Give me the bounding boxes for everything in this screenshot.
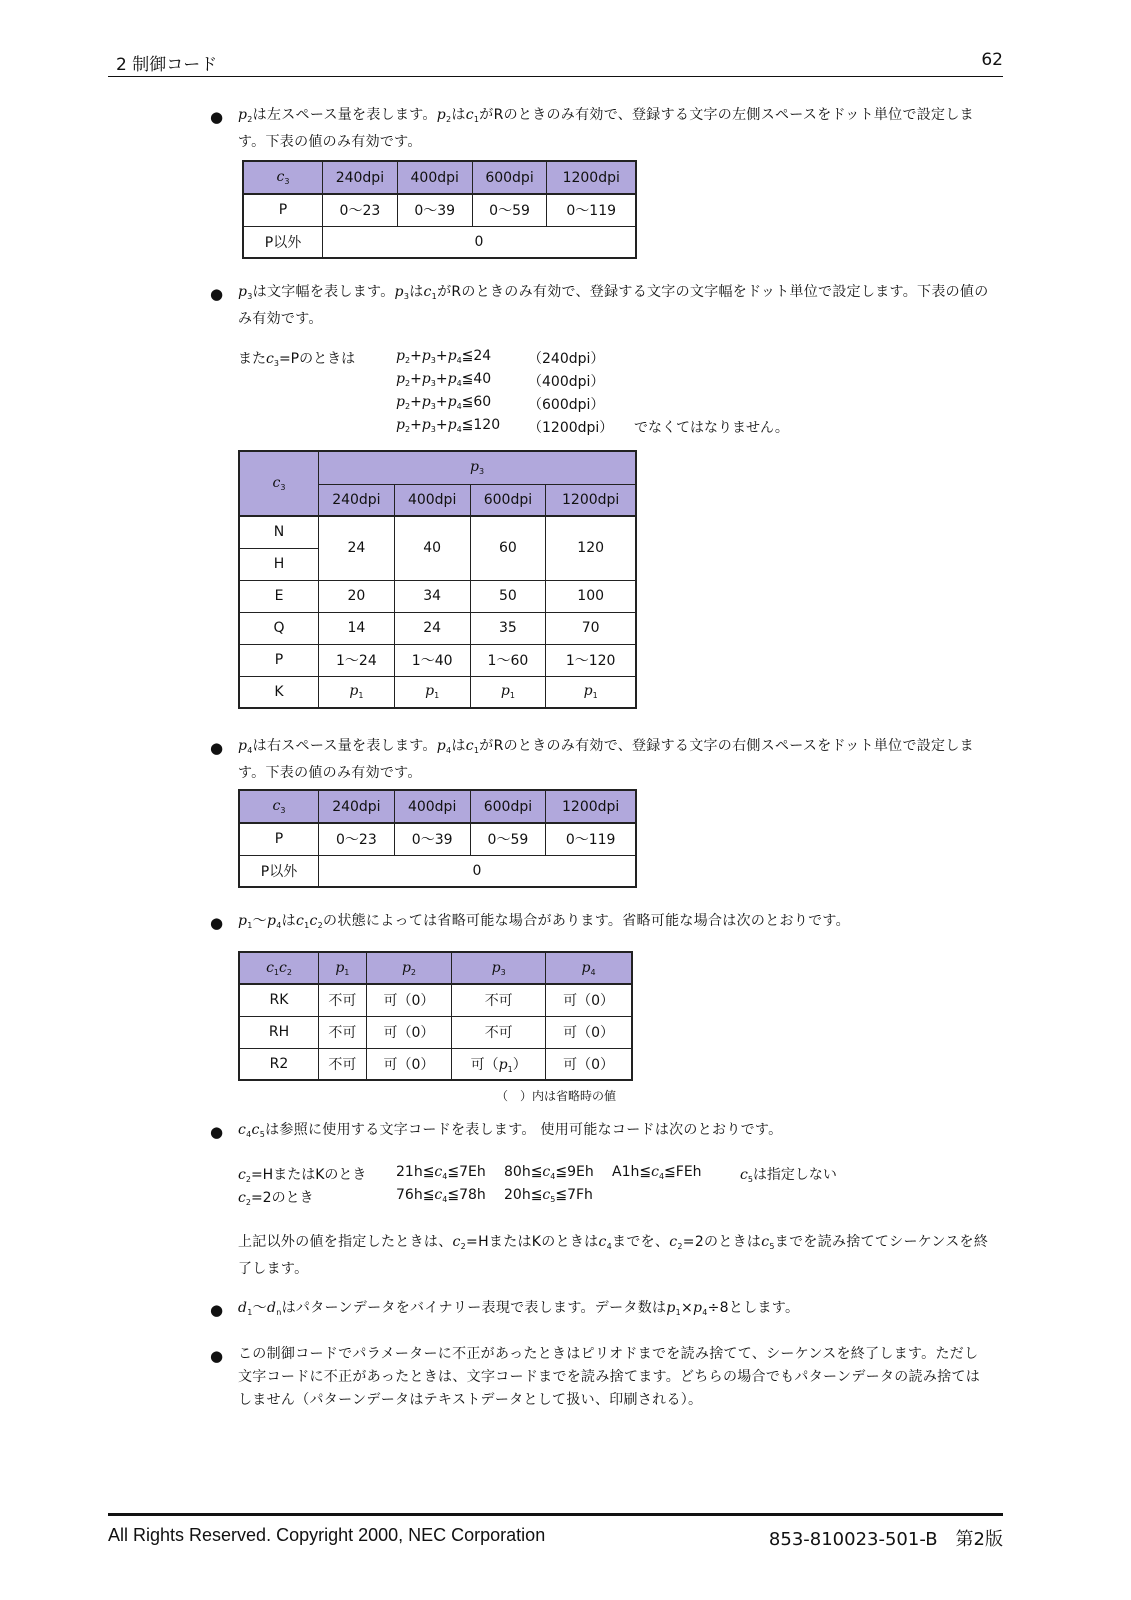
- p4-value-table: [238, 789, 637, 888]
- table-row: RH 不可 可（0） 不可 可（0）: [239, 1016, 632, 1048]
- document-number: 853-810023-501-B 第2版: [768, 1529, 1003, 1550]
- c4c5-description: $c_4c_5$は参照に使用する文字コードを表します。 使用可能なコードは次のとおりです。: [238, 1122, 783, 1139]
- table-row: H: [239, 548, 636, 580]
- code-range: $21h≦c_4≦7Eh$: [396, 1164, 486, 1181]
- table-row: K $p_1$ $p_1$ $p_1$ $p_1$: [239, 676, 636, 708]
- constraint-suffix: でなくてはなりません。: [634, 420, 789, 436]
- error-handling-description: この制御コードでパラメーターに不正があったときはピリオドまでを読み捨てて、シーケンスを終了します。ただし 文字コードに不正があったときは、文字コードまでを読み捨てます。どちらの場合でもパターンデータの読み捨ては しません（パターンデータはテキストデータとして扱い、印刷される）。: [238, 1346, 981, 1408]
- page-number: 62: [981, 50, 1003, 70]
- bullet-icon: ●: [210, 285, 224, 303]
- table-header-row: $c_3$ 240dpi 400dpi 600dpi 1200dpi: [243, 161, 636, 194]
- other-values-description: 上記以外の値を指定したときは、$c_2=H$またはKのときは$c_4$までを、$c_2=2$のときは$c_5$までを読み捨ててシーケンスを終 了します。: [238, 1234, 989, 1277]
- table-row: P以外 0: [243, 226, 636, 258]
- table-row: Q 14 24 35 70: [239, 612, 636, 644]
- copyright-text: All Rights Reserved. Copyright 2000, NEC Corporation: [108, 1525, 546, 1545]
- constraint-dpi: （1200dpi）: [528, 420, 614, 436]
- omit-table: [238, 951, 633, 1081]
- code-condition-hk: $c_2=H$またはKのとき: [238, 1167, 367, 1184]
- table-header-row: 240dpi 400dpi 600dpi 1200dpi: [239, 484, 636, 516]
- table-row: R2 不可 可（0） 可$(p_1)$ 可（0）: [239, 1048, 632, 1080]
- table-header-row: $c_3$ 240dpi 400dpi 600dpi 1200dpi: [239, 790, 636, 823]
- code-range: $80h≦c_4≦9Eh$: [504, 1164, 594, 1181]
- code-note: $c_5$は指定しない: [740, 1167, 837, 1184]
- table-header-row: $c_3$ $p_3$: [239, 451, 636, 484]
- table-note: （ ）内は省略時の値: [496, 1089, 617, 1103]
- p3-description: $p_3$は文字幅を表します。$p_3$は$c_1$がRのときのみ有効で、登録する文字の文字幅をドット単位で設定します。下表の値の み有効です。: [238, 284, 989, 327]
- p2-value-table: [242, 160, 637, 259]
- omit-description: $p_1$〜$p_4$は$c_1c_2$の状態によっては省略可能な場合があります。省略可能な場合は次のとおりです。: [238, 913, 850, 930]
- footer-rule: [108, 1513, 1003, 1516]
- bullet-icon: ●: [210, 914, 224, 932]
- code-range: $A1h≦c_4≦FEh$: [612, 1164, 702, 1181]
- bullet-icon: ●: [210, 739, 224, 757]
- constraint-dpi: （600dpi）: [528, 397, 605, 413]
- table-row: RK 不可 可（0） 不可 可（0）: [239, 984, 632, 1016]
- code-range: $20h≦c_5≦7Fh$: [504, 1187, 593, 1204]
- header-rule: [108, 76, 1003, 77]
- table-row: P 1〜24 1〜40 1〜60 1〜120: [239, 644, 636, 676]
- constraint-formula: $p_2+p_3+p_4≦60$: [396, 394, 492, 411]
- code-range: $76h≦c_4≦78h$: [396, 1187, 486, 1204]
- table-row: P 0〜23 0〜39 0〜59 0〜119: [239, 823, 636, 855]
- p4-description: $p_4$は右スペース量を表します。$p_4$は$c_1$がRのときのみ有効で、登録する文字の右側スペースをドット単位で設定しま す。下表の値のみ有効です。: [238, 738, 974, 781]
- table-row: P 0〜23 0〜39 0〜59 0〜119: [243, 194, 636, 226]
- chapter-title: 2 制御コード: [116, 55, 218, 75]
- p3-value-table: [238, 450, 637, 709]
- constraint-prefix: また$c_3=P$のときは: [238, 351, 356, 368]
- constraint-formula: $p_2+p_3+p_4≦40$: [396, 371, 492, 388]
- table-row: E 20 34 50 100: [239, 580, 636, 612]
- table-row: P以外 0: [239, 855, 636, 887]
- bullet-icon: ●: [210, 1301, 224, 1319]
- bullet-icon: ●: [210, 1123, 224, 1141]
- bullet-icon: ●: [210, 1347, 224, 1365]
- constraint-formula: $p_2+p_3+p_4≦24$: [396, 348, 492, 365]
- pattern-data-description: $d_1$〜$d_n$はパターンデータをバイナリー表現で表します。データ数は$p_1\times p_4\div 8$とします。: [238, 1300, 800, 1317]
- constraint-formula: $p_2+p_3+p_4≦120$: [396, 417, 501, 434]
- constraint-dpi: （240dpi）: [528, 351, 605, 367]
- bullet-icon: ●: [210, 108, 224, 126]
- code-condition-2: $c_2=2$のとき: [238, 1190, 314, 1207]
- table-row: N 24 40 60 120: [239, 516, 636, 548]
- p2-description: $p_2$は左スペース量を表します。$p_2$は$c_1$がRのときのみ有効で、登録する文字の左側スペースをドット単位で設定しま す。下表の値のみ有効です。: [238, 107, 974, 150]
- table-header-row: $c_1c_2$ $p_1$ $p_2$ $p_3$ $p_4$: [239, 952, 632, 984]
- constraint-dpi: （400dpi）: [528, 374, 605, 390]
